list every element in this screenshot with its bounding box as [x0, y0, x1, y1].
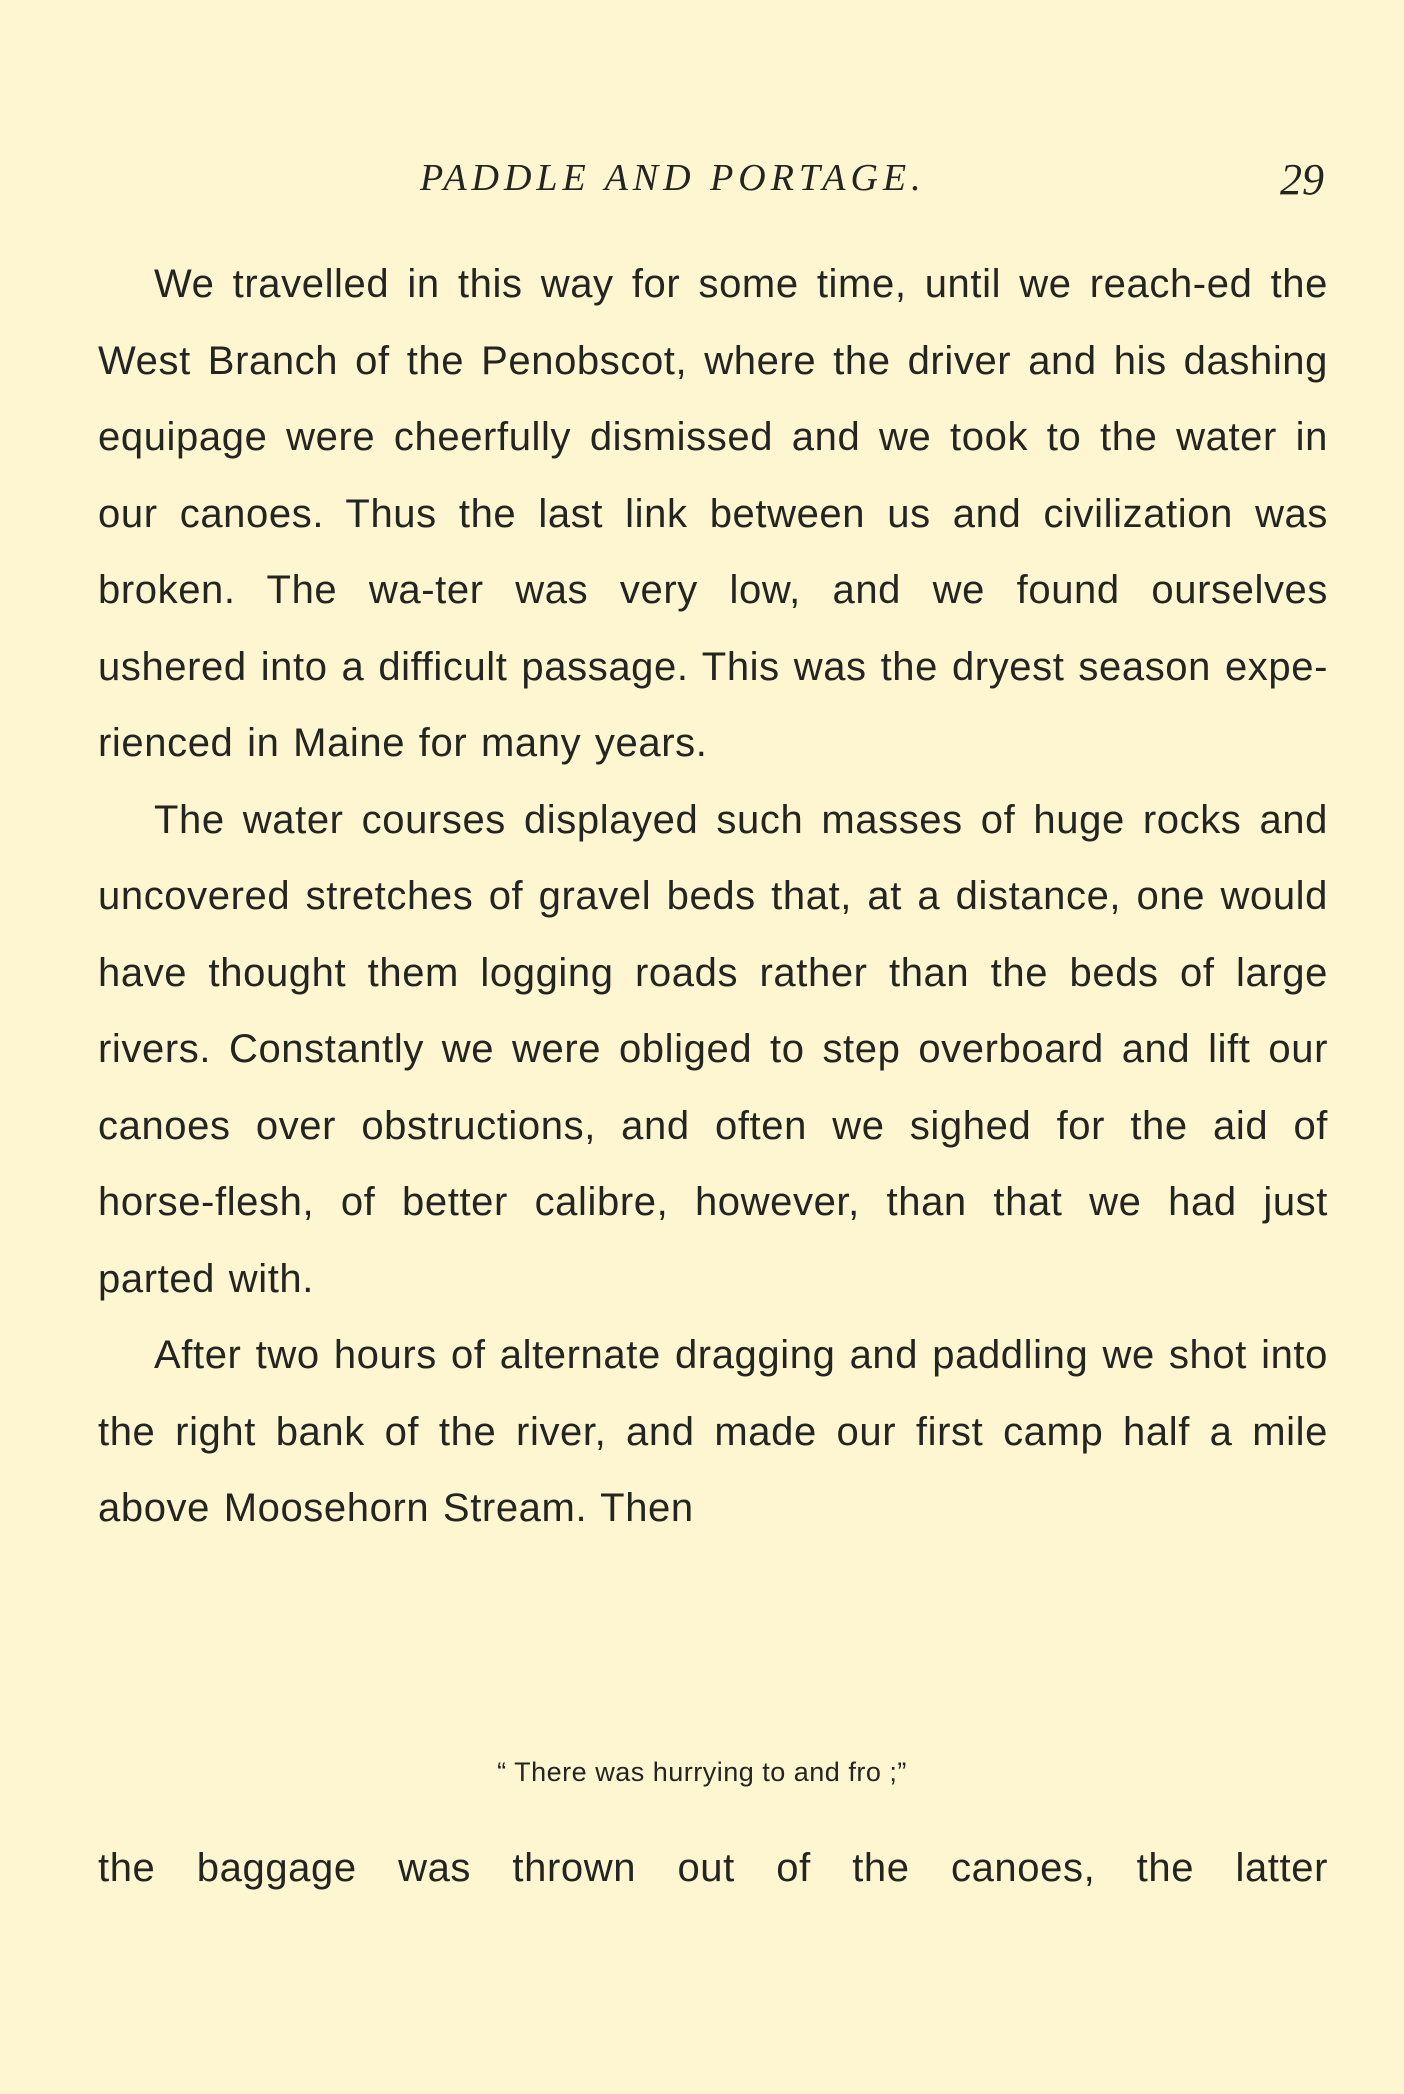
- running-head: [0, 148, 1404, 208]
- running-title: PADDLE AND PORTAGE.: [420, 157, 926, 199]
- body-text-continued: [98, 1830, 1328, 1907]
- paragraph: The water courses displayed such masses of huge rocks and uncovered stretches of gravel beds that, at a distance, one would have thought them logging roads rather than the beds of large rivers. Constantly we were obliged to step overboard and lift our canoes over obstructions, and often we sighed for the aid of horse-flesh, of better calibre, however, than that we had just parted with.: [98, 797, 1328, 1301]
- paragraph: We travelled in this way for some time, until we reach-ed the West Branch of the Penobscot, where the driver and his dashing equipage were cheerfully dismissed and we took to the water in our canoes. Thus the last link between us and civilization was broken. The wa-ter was very low, and we found ourselves ushered into a difficult passage. This was the dryest season expe-rienced in Maine for many years.: [98, 262, 1328, 765]
- page-number: 29: [1280, 155, 1324, 204]
- body-text: [98, 246, 1328, 1547]
- quotation: “ There was hurrying to and fro ;”: [497, 1757, 907, 1787]
- paragraph: After two hours of alternate dragging and paddling we shot into the right bank of the river, and made our first camp half a mile above Moosehorn Stream. Then: [98, 1333, 1328, 1530]
- paragraph: the baggage was thrown out of the canoes, the latter: [98, 1846, 1328, 1890]
